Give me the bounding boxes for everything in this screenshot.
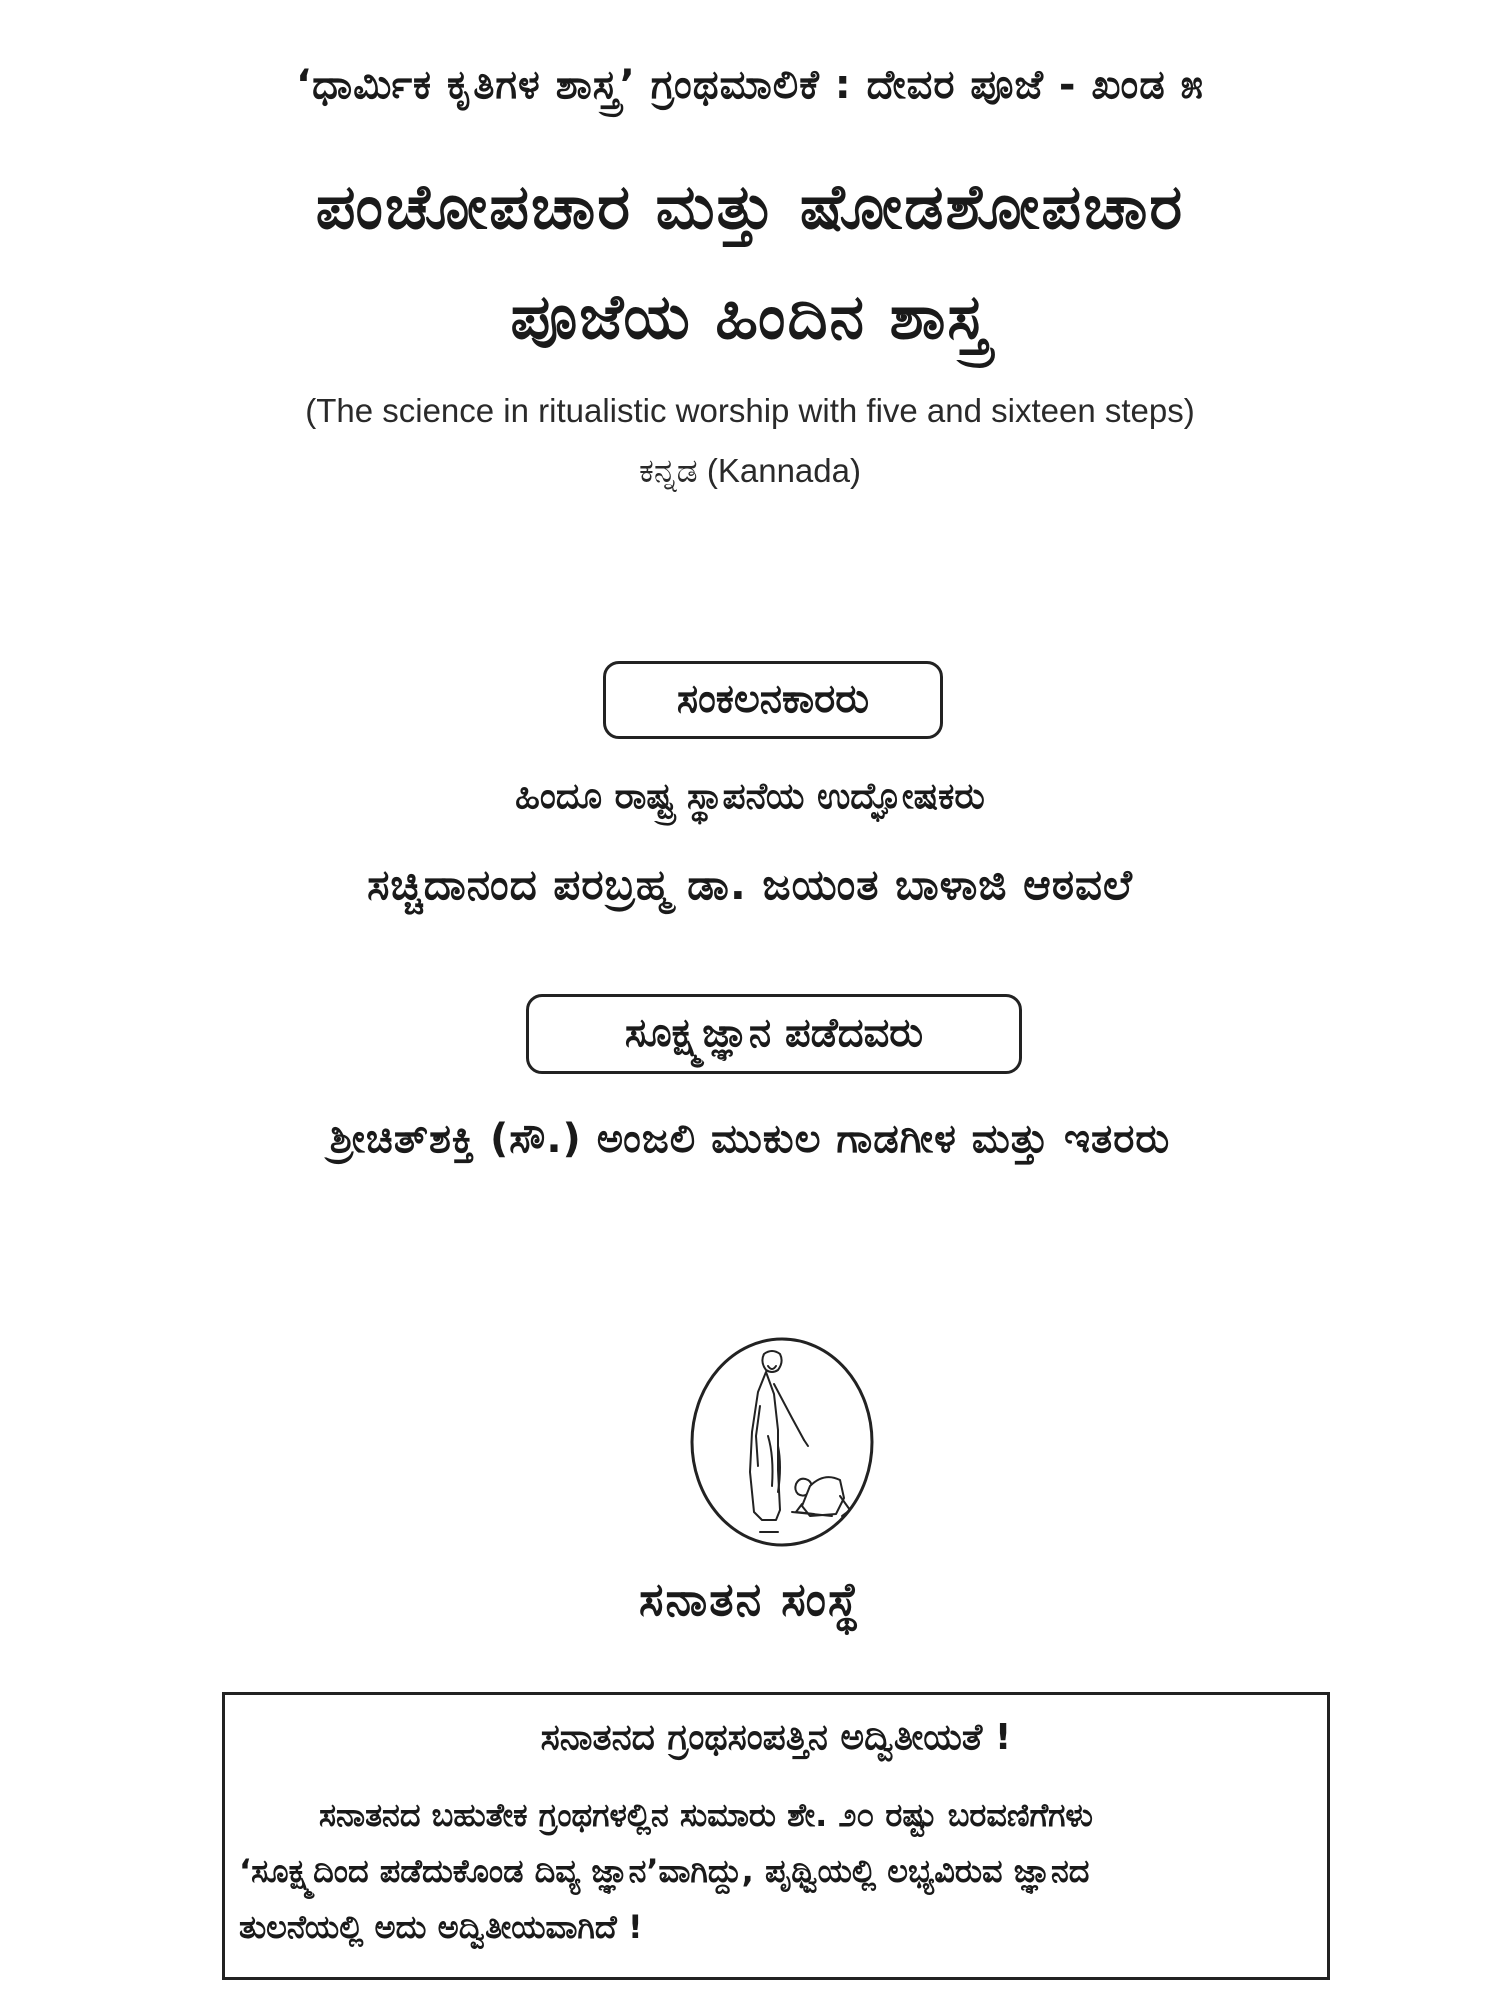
compiler-label-box: ಸಂಕಲನಕಾರರು <box>603 661 943 739</box>
book-title-line-2: ಪೂಜೆಯ ಹಿಂದಿನ ಶಾಸ್ತ್ರ <box>510 280 990 353</box>
english-title: (The science in ritualistic worship with five and sixteen steps) <box>305 392 1195 429</box>
subtle-knowledge-label-box: ಸೂಕ್ಷ್ಮಜ್ಞಾನ ಪಡೆದವರು <box>526 994 1022 1074</box>
compiler-description: ಹಿಂದೂ ರಾಷ್ಟ್ರ ಸ್ಥಾಪನೆಯ ಉದ್ಘೋಷಕರು <box>515 776 985 817</box>
note-line-2: ‘ಸೂಕ್ಷ್ಮದಿಂದ ಪಡೆದುಕೊಂಡ ದಿವ್ಯ ಜ್ಞಾನ’ವಾಗಿದ್ದು, ಪೃಥ್ವಿಯಲ್ಲಿ ಲಭ್ಯವಿರುವ ಜ್ಞಾನದ <box>239 1852 1090 1890</box>
book-title-line-1: ಪಂಚೋಪಚಾರ ಮತ್ತು ಷೋಡಶೋಪಚಾರ <box>315 170 1185 243</box>
language-label: ಕನ್ನಡ (Kannada) <box>639 452 861 489</box>
subtle-knowledge-receivers: ಶ್ರೀಚಿತ್‌ಶಕ್ತಿ (ಸೌ.) ಅಂಜಲಿ ಮುಕುಲ ಗಾಡಗೀಳ ಮತ್ತು ಇತರರು <box>329 1116 1171 1162</box>
publisher-name: ಸನಾತನ ಸಂಸ್ಥೆ <box>639 1572 861 1626</box>
note-heading: ಸನಾತನದ ಗ್ರಂಥಸಂಪತ್ತಿನ ಅದ್ವಿತೀಯತೆ ! <box>540 1717 1012 1758</box>
uniqueness-note-box <box>222 1692 1330 1980</box>
note-body <box>239 1787 1315 1955</box>
compiler-name: ಸಚ್ಚಿದಾನಂದ ಪರಬ್ರಹ್ಮ ಡಾ. ಜಯಂತ ಬಾಳಾಜಿ ಆಠವಲೆ <box>367 860 1133 909</box>
note-line-3: ತುಲನೆಯಲ್ಲಿ ಅದು ಅದ್ವಿತೀಯವಾಗಿದೆ ! <box>239 1908 643 1946</box>
publisher-logo-icon <box>688 1336 876 1548</box>
note-line-1: ಸನಾತನದ ಬಹುತೇಕ ಗ್ರಂಥಗಳಲ್ಲಿನ ಸುಮಾರು ಶೇ. ೨೦ ರಷ್ಟು ಬರವಣಿಗೆಗಳು <box>319 1796 1093 1834</box>
series-title: ‘ಧಾರ್ಮಿಕ ಕೃತಿಗಳ ಶಾಸ್ತ್ರ’ ಗ್ರಂಥಮಾಲಿಕೆ : ದೇವರ ಪೂಜೆ - ಖಂಡ ೫ <box>295 62 1205 108</box>
